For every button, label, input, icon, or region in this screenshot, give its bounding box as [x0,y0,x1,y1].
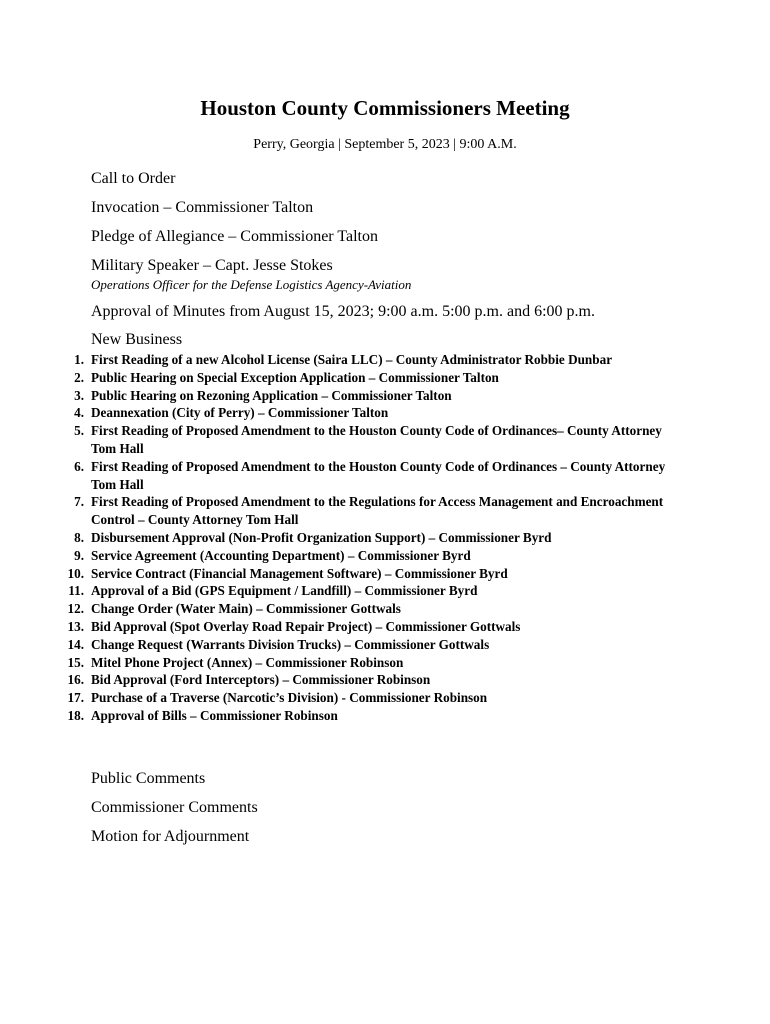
item-text: First Reading of Proposed Amendment to the Regulations for Access Management and Encroachment Control – County Attorney Tom Hall [91,494,664,528]
item-number: 10. [67,565,84,581]
item-number: 11. [68,583,84,599]
new-business-item [0,493,770,529]
new-business-item [0,458,770,494]
new-business-item [0,404,770,422]
new-business-item [0,369,770,387]
new-business-item [0,618,770,636]
item-number: 7. [74,494,84,510]
item-number: 12. [67,601,84,617]
item-text: Change Order (Water Main) – Commissioner Gottwals [91,601,401,617]
new-business-list [0,351,770,725]
agenda-item-military-speaker: Military Speaker – Capt. Jesse Stokes [91,257,333,274]
item-number: 15. [67,654,84,670]
new-business-item [0,600,770,618]
item-text: Change Request (Warrants Division Trucks) – Commissioner Gottwals [91,636,490,652]
item-number: 13. [67,618,84,634]
new-business-item [0,707,770,725]
new-business-item [0,529,770,547]
new-business-item [0,671,770,689]
new-business-item [0,689,770,707]
item-text: Mitel Phone Project (Annex) – Commissioner Robinson [91,654,404,670]
item-text: First Reading of a new Alcohol License (Saira LLC) – County Administrator Robbie Dunbar [91,352,613,367]
item-text: Approval of Bills – Commissioner Robinson [91,707,338,723]
item-text: Approval of a Bid (GPS Equipment / Landfill) – Commissioner Byrd [91,583,478,599]
agenda-item-motion-for-adjournment: Motion for Adjournment [91,828,250,845]
new-business-item [0,636,770,654]
item-text: Service Agreement (Accounting Department) – Commissioner Byrd [91,547,471,563]
item-text: Public Hearing on Special Exception Application – Commissioner Talton [91,369,499,385]
page-title: Houston County Commissioners Meeting [200,96,570,120]
item-number: 17. [67,690,84,706]
new-business-item [0,387,770,405]
item-number: 4. [74,405,84,421]
new-business-item [0,351,770,369]
new-business-item [0,565,770,583]
new-business-item [0,422,770,458]
item-text: Purchase of a Traverse (Narcotic’s Division) - Commissioner Robinson [91,690,488,706]
item-number: 14. [67,636,84,652]
item-text: First Reading of Proposed Amendment to the Houston County Code of Ordinances– County Attorney Tom Hall [91,423,662,456]
agenda-item-call-to-order: Call to Order [91,170,176,187]
agenda-item-invocation: Invocation – Commissioner Talton [91,199,314,216]
item-number: 5. [74,423,84,439]
item-number: 16. [67,672,84,688]
item-number: 18. [67,707,84,723]
item-number: 2. [74,369,84,385]
item-number: 8. [74,529,84,545]
item-number: 3. [74,387,84,403]
new-business-item [0,582,770,600]
agenda-item-pledge: Pledge of Allegiance – Commissioner Talton [91,228,378,245]
item-number: 6. [74,458,84,474]
item-text: Bid Approval (Spot Overlay Road Repair Project) – Commissioner Gottwals [91,618,521,634]
meeting-details: Perry, Georgia | September 5, 2023 | 9:00 A.M. [253,137,517,152]
military-speaker-note: Operations Officer for the Defense Logistics Agency-Aviation [91,277,412,292]
item-text: Public Hearing on Rezoning Application – Commissioner Talton [91,387,452,403]
agenda-item-public-comments: Public Comments [91,770,206,787]
item-text: Bid Approval (Ford Interceptors) – Commissioner Robinson [91,672,431,688]
item-text: Service Contract (Financial Management Software) – Commissioner Byrd [91,565,508,581]
new-business-item [0,654,770,672]
agenda-item-approval-of-minutes: Approval of Minutes from August 15, 2023; 9:00 a.m. 5:00 p.m. and 6:00 p.m. [91,303,595,320]
new-business-item [0,547,770,565]
agenda-item-commissioner-comments: Commissioner Comments [91,799,258,816]
item-number: 1. [74,352,84,367]
item-number: 9. [74,547,84,563]
item-text: Disbursement Approval (Non-Profit Organization Support) – Commissioner Byrd [91,529,552,545]
item-text: Deannexation (City of Perry) – Commissioner Talton [91,405,389,421]
agenda-item-new-business: New Business [91,331,183,348]
item-text: First Reading of Proposed Amendment to the Houston County Code of Ordinances – County Attorney Tom Hall [91,458,666,492]
